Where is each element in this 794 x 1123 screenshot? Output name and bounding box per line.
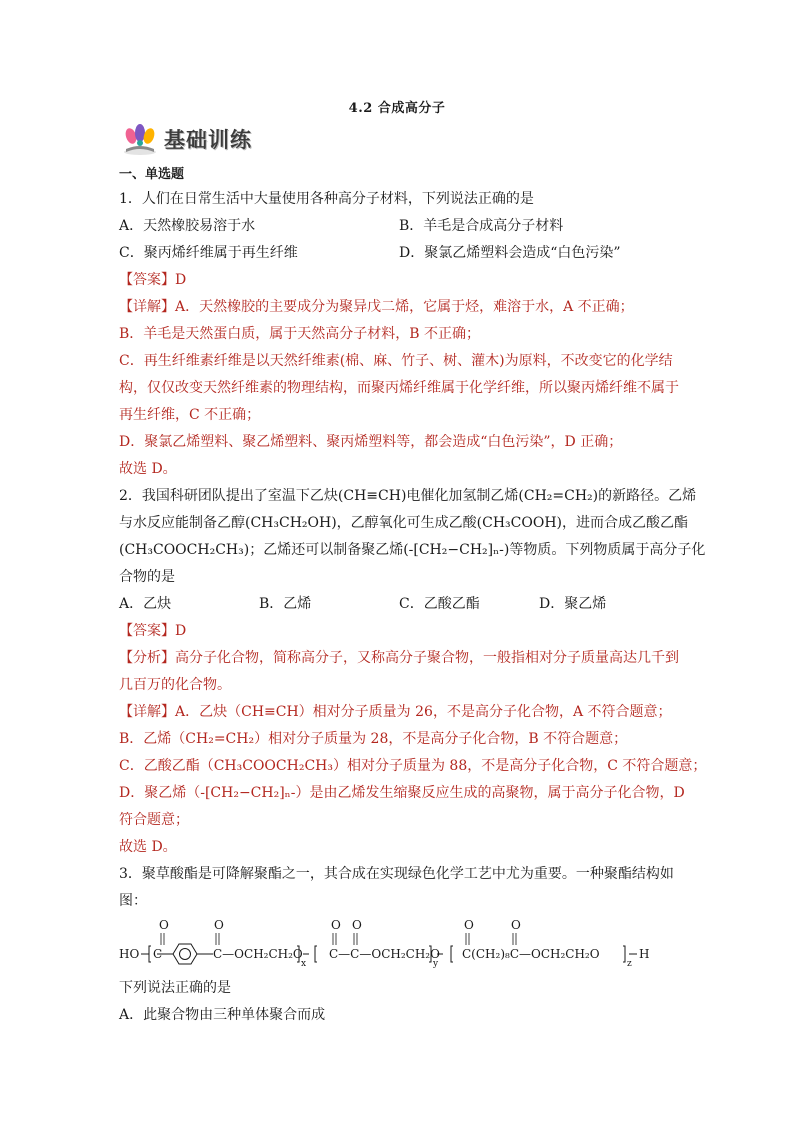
subscript-x: x [301, 959, 307, 969]
document-title: 4.2 合成高分子 [348, 101, 446, 116]
banner-title: 基础训练 [164, 128, 252, 152]
segment-1: C—OCH₂CH₂O [213, 947, 303, 961]
q1-answer [119, 267, 679, 294]
q3-stem-3: 下列说法正确的是 [119, 980, 231, 996]
q2-answer [119, 618, 679, 645]
explain-text: A．乙炔（CH≡CH）相对分子质量为 26，不是高分子化合物，A 不符合题意； [175, 704, 672, 720]
q1-options-row-2 [119, 240, 679, 267]
carbonyl-o-2: O [214, 918, 224, 932]
q1-explain-2: B．羊毛是天然蛋白质，属于天然高分子材料，B 不正确； [119, 326, 481, 342]
q1-explain-5: 再生纤维，C 不正确； [119, 407, 261, 423]
section-banner [120, 121, 252, 157]
q1-explain-3: C．再生纤维素纤维是以天然纤维素(棉、麻、竹子、树、灌木)为原料，不改变它的化学结 [119, 353, 673, 369]
q1-stem: 1．人们在日常生活中大量使用各种高分子材料，下列说法正确的是 [119, 191, 534, 207]
q3-stem-1: 3．聚草酸酯是可降解聚酯之一，其合成在实现绿色化学工艺中尤为重要。一种聚酯结构如 [119, 866, 674, 882]
subscript-y: y [433, 959, 439, 969]
q2-explain-3: C．乙酸乙酯（CH₃COOCH₂CH₃）相对分子质量为 88，不是高分子化合物，C 不符合题意； [119, 758, 707, 774]
q2-stem-3: (CH₃COOCH₂CH₃)；乙烯还可以制备聚乙烯(-[CH₂−CH₂]ₙ-)等物质。下列物质属于高分子化 [119, 542, 706, 558]
q1-explain-4: 构，仅仅改变天然纤维素的物理结构，而聚丙烯纤维属于化学纤维，所以聚丙烯纤维不属于 [119, 380, 679, 396]
q2-stem-4: 合物的是 [119, 569, 175, 585]
q2-explain-5: 符合题意； [119, 812, 189, 828]
q1-explain-1 [119, 294, 679, 321]
q2-stem-1: 2．我国科研团队提出了室温下乙炔(CH≡CH)电催化加氢制乙烯(CH₂=CH₂)的新路径。乙烯 [119, 488, 697, 504]
analysis-text: 高分子化合物，简称高分子，又称高分子聚合物，一般指相对分子质量高达几千到 [175, 650, 679, 666]
question-1 [119, 186, 679, 483]
colorful-book-icon [120, 121, 160, 157]
explain-text: A．天然橡胶的主要成分为聚异戊二烯，它属于烃，难溶于水，A 不正确； [175, 299, 634, 315]
q2-stem-2: 与水反应能制备乙醇(CH₃CH₂OH)，乙醇氧化可生成乙酸(CH₃COOH)，进而合成乙酸乙酯 [119, 515, 689, 531]
detail-tag: 【详解】 [119, 704, 175, 720]
q2-analysis-1 [119, 645, 679, 672]
carbonyl-o-3: O [331, 918, 341, 932]
answer-value: D [175, 623, 187, 639]
q1-option-a: A．天然橡胶易溶于水 [119, 218, 256, 234]
content-body [119, 164, 707, 1029]
section-heading: 一、单选题 [119, 167, 185, 182]
polyester-structure-formula [119, 917, 679, 973]
q1-explain-6: D．聚氯乙烯塑料、聚乙烯塑料、聚丙烯塑料等，都会造成“白色污染”，D 正确； [119, 434, 623, 450]
answer-tag: 【答案】 [119, 623, 175, 639]
carbonyl-o-6: O [511, 918, 521, 932]
first-carbon: C [153, 947, 163, 961]
carbonyl-o-4: O [352, 918, 362, 932]
carbonyl-o-5: O [464, 918, 474, 932]
q3-option-a: A．此聚合物由三种单体聚合而成 [119, 1007, 326, 1023]
q2-option-a: A．乙炔 [119, 596, 172, 612]
answer-value: D [175, 272, 187, 288]
question-2 [119, 483, 707, 861]
q2-option-b: B．乙烯 [259, 596, 312, 612]
subscript-z: z [627, 959, 632, 969]
q2-option-d: D．聚乙烯 [539, 596, 607, 612]
q1-option-d: D．聚氯乙烯塑料会造成“白色污染” [399, 245, 621, 261]
q3-stem-2: 图： [119, 893, 147, 909]
q1-options-row-1 [119, 213, 679, 240]
hydrogen-end: H [639, 947, 650, 961]
analysis-tag: 【分析】 [119, 650, 175, 666]
q2-explain-4: D．聚乙烯（-[CH₂−CH₂]ₙ-）是由乙烯发生缩聚反应生成的高聚物，属于高分子化合物，D [119, 785, 685, 801]
answer-tag: 【答案】 [119, 272, 175, 288]
segment-3: C(CH₂)₈C—OCH₂CH₂O [462, 947, 600, 961]
q1-conclusion: 故选 D。 [119, 461, 177, 477]
q2-options [119, 591, 679, 618]
segment-2: C—C—OCH₂CH₂O [329, 947, 440, 961]
q2-analysis-2: 几百万的化合物。 [119, 677, 231, 693]
q2-explain-2: B．乙烯（CH₂=CH₂）相对分子质量为 28，不是高分子化合物，B 不符合题意； [119, 731, 628, 747]
hydroxyl-end: HO [119, 947, 140, 961]
detail-tag: 【详解】 [119, 299, 175, 315]
q2-conclusion: 故选 D。 [119, 839, 177, 855]
q2-option-c: C．乙酸乙酯 [399, 596, 480, 612]
carbonyl-o-1: O [159, 918, 169, 932]
q2-explain-1 [119, 699, 679, 726]
q1-option-b: B．羊毛是合成高分子材料 [399, 218, 564, 234]
q1-option-c: C．聚丙烯纤维属于再生纤维 [119, 245, 298, 261]
question-3 [119, 861, 679, 1029]
